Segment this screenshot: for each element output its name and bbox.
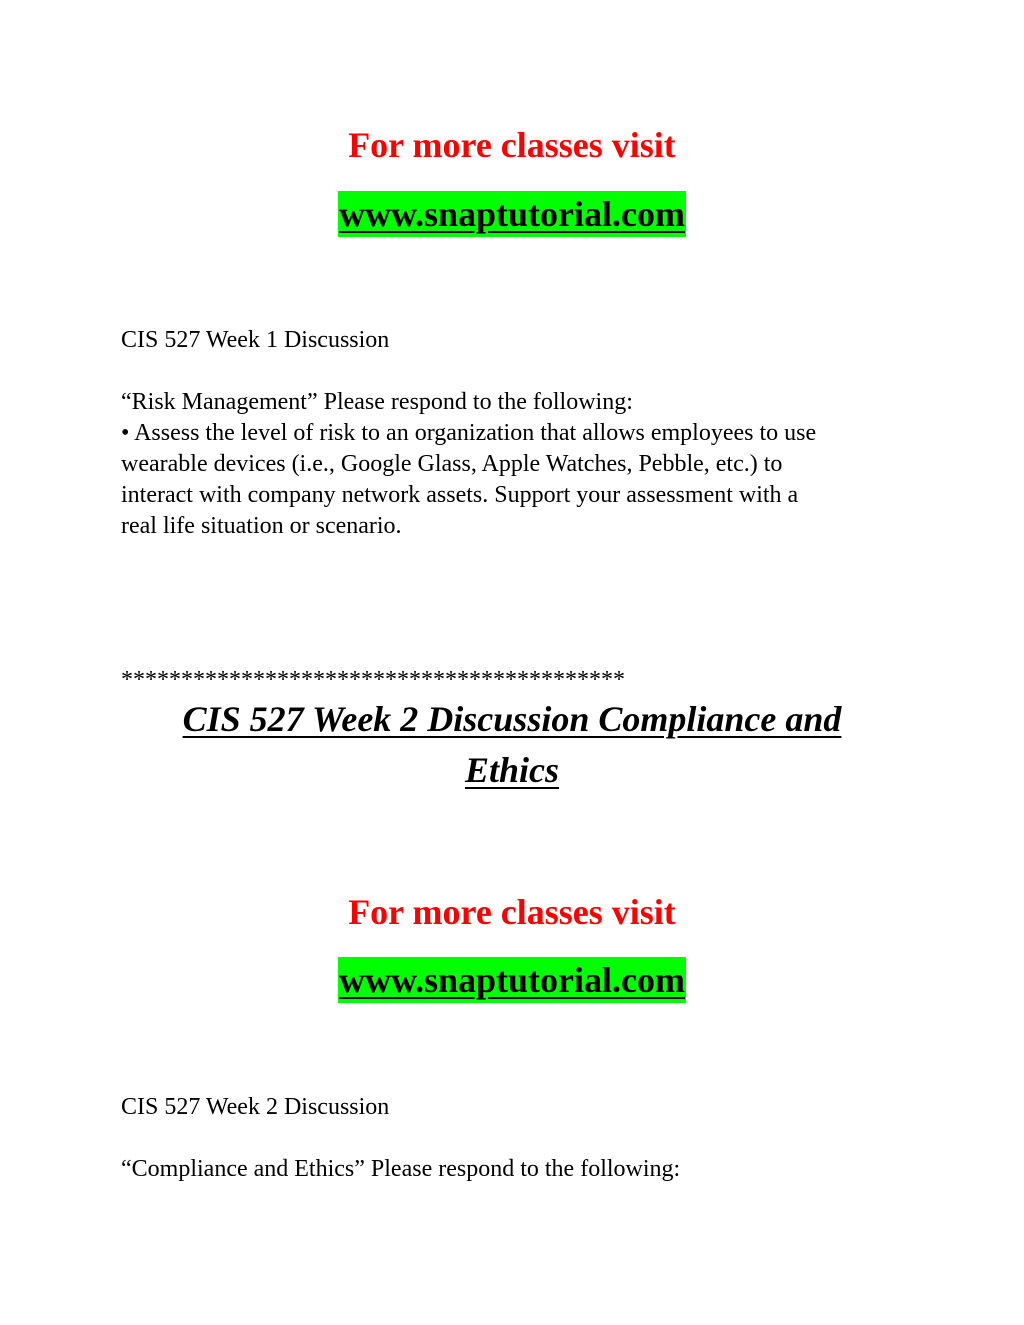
promo-heading-top: For more classes visit [348,125,676,165]
week1-line-4: real life situation or scenario. [121,513,402,539]
site-link-bottom[interactable]: www.snaptutorial.com [338,957,686,1003]
site-link-bottom-wrap [0,957,1024,1003]
site-link-top[interactable]: www.snaptutorial.com [338,191,686,237]
week1-title: CIS 527 Week 1 Discussion [121,327,390,353]
week2-heading-line-2: Ethics [464,750,560,790]
week2-prompt: “Compliance and Ethics” Please respond to the following: [121,1156,681,1182]
separator-asterisks: ****************************************** [121,667,625,693]
week2-title: CIS 527 Week 2 Discussion [121,1094,390,1120]
week2-heading-line-1: CIS 527 Week 2 Discussion Compliance and [182,699,842,739]
week2-heading [100,694,924,796]
week1-line-3: interact with company network assets. Support your assessment with a [121,482,799,508]
week1-line-1: • Assess the level of risk to an organization that allows employees to use [121,420,817,446]
week1-line-2: wearable devices (i.e., Google Glass, Apple Watches, Pebble, etc.) to [121,451,783,477]
promo-heading-bottom: For more classes visit [348,892,676,932]
week1-prompt: “Risk Management” Please respond to the following: [121,389,633,415]
site-link-top-wrap [0,191,1024,237]
